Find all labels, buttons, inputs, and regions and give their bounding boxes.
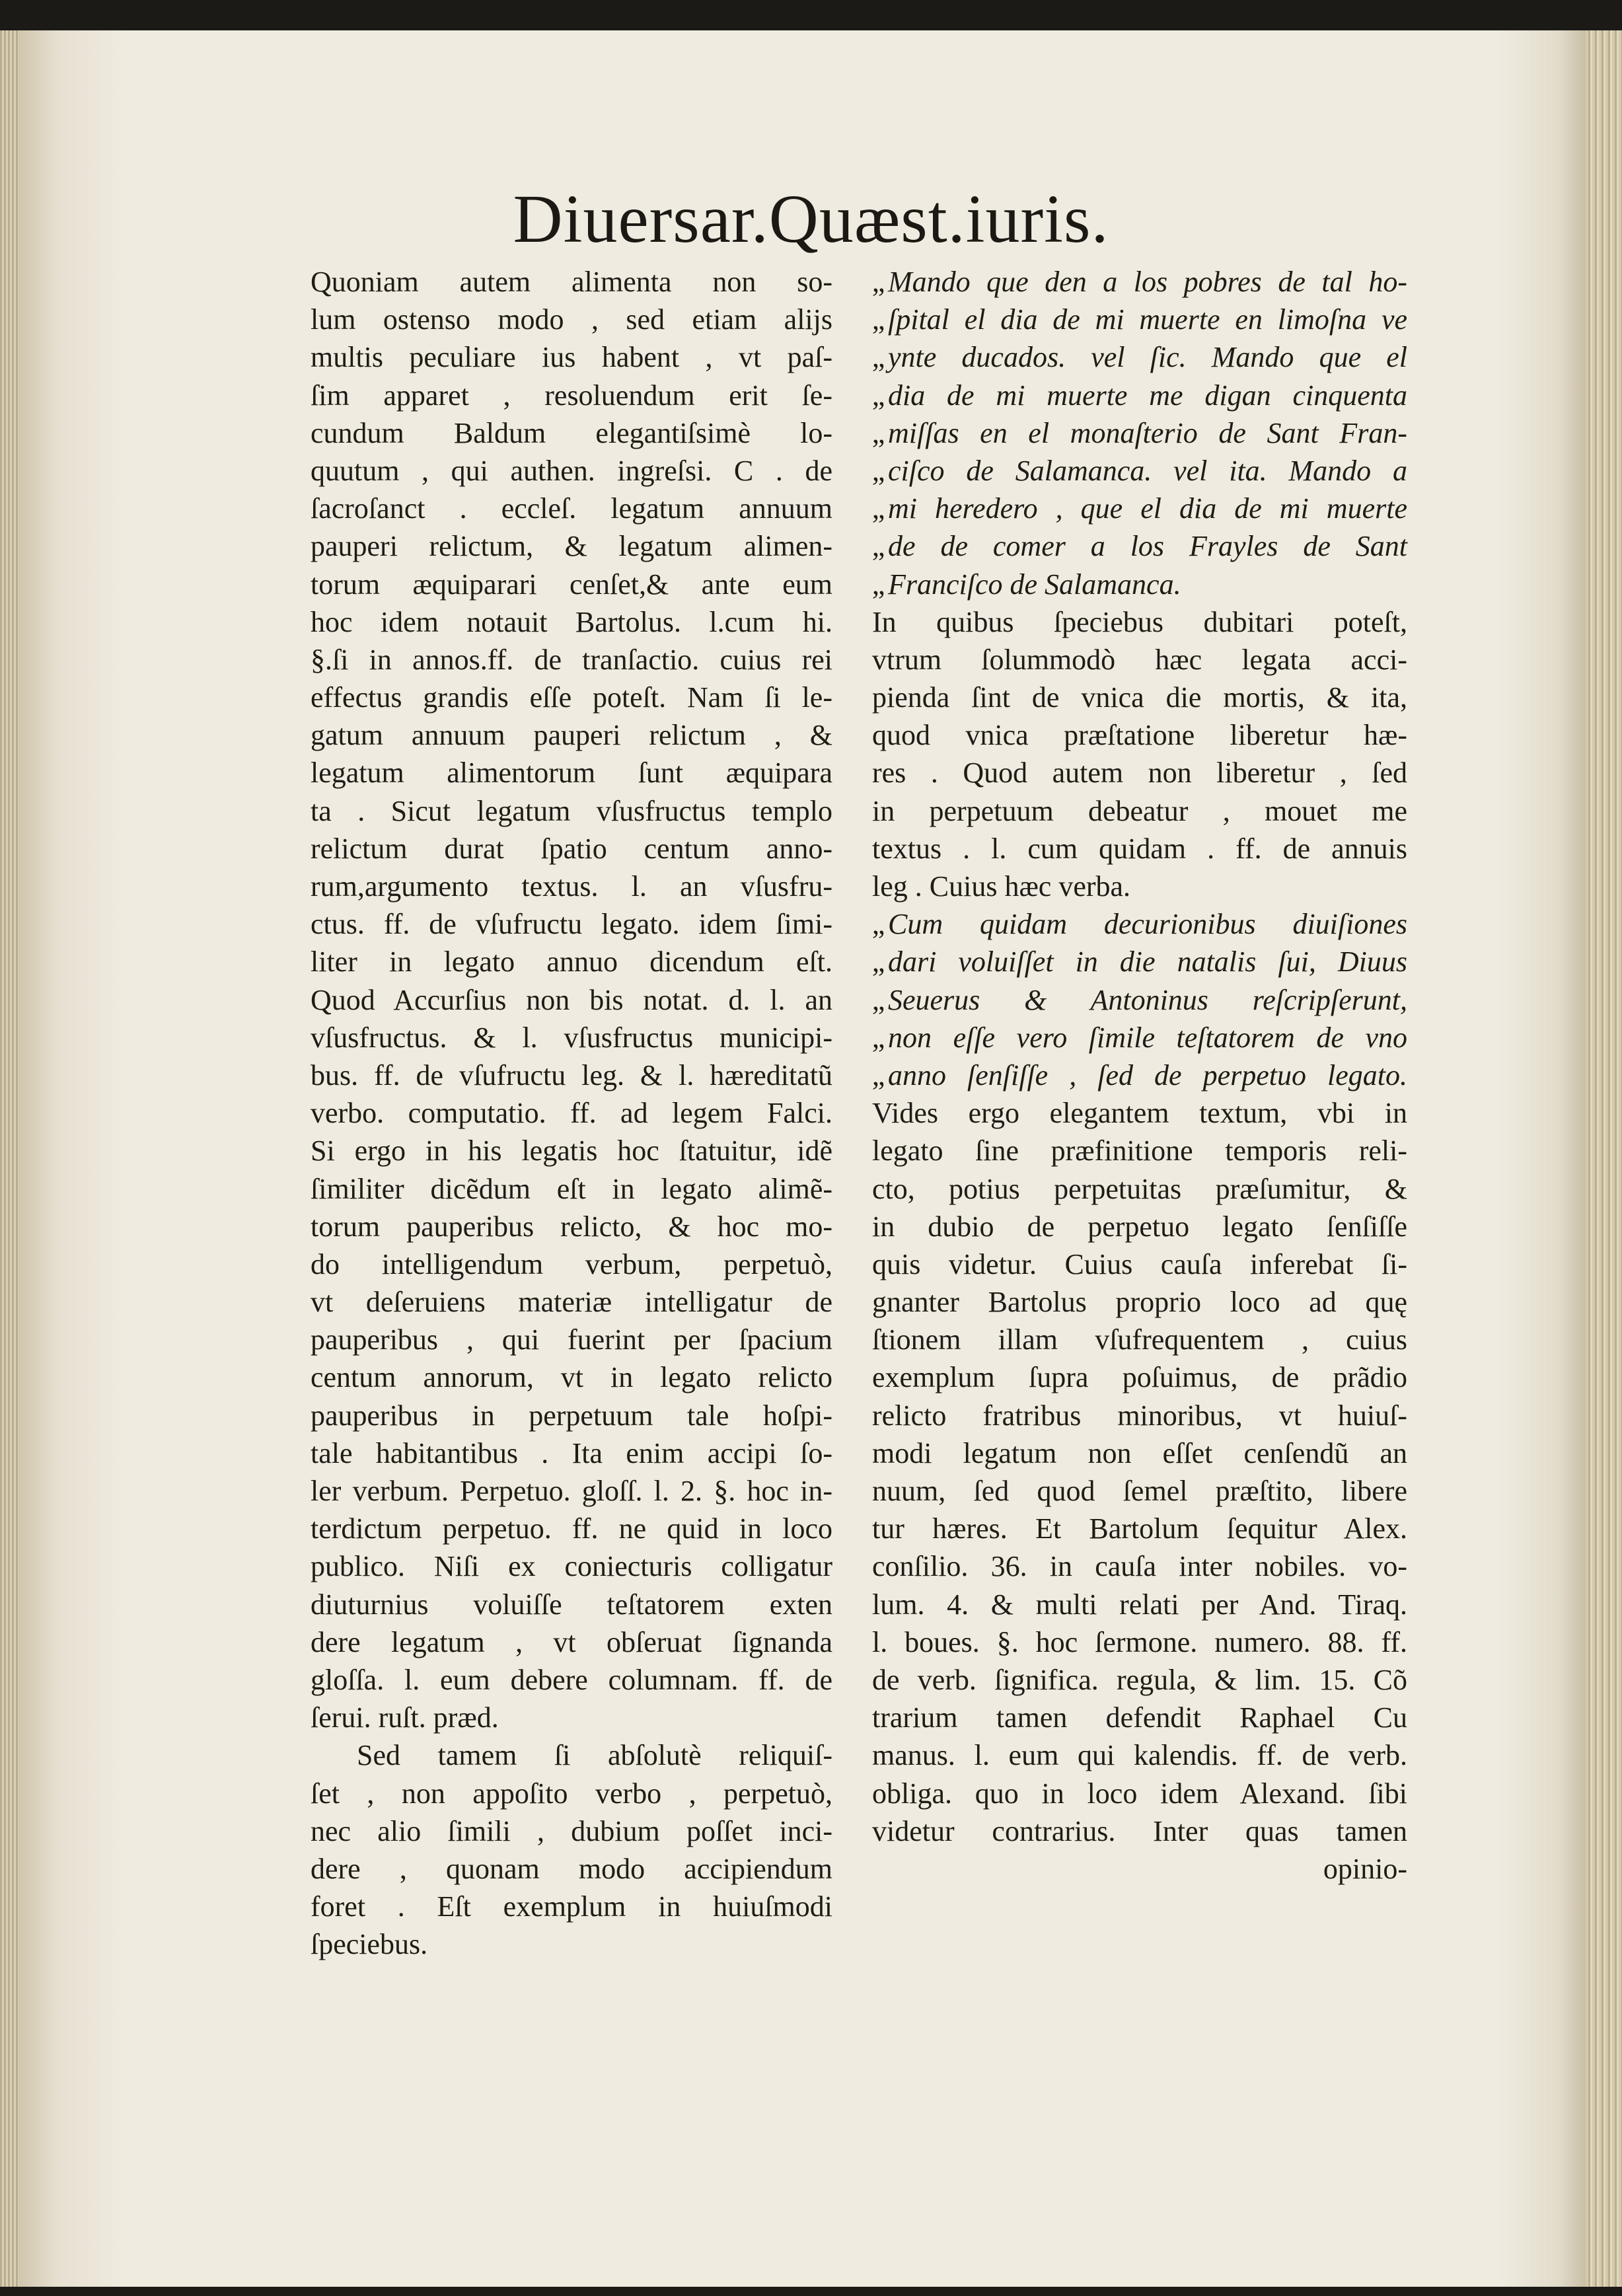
line-text: pauperi relictum, & legatum alimen- [311, 530, 832, 563]
text-line [311, 754, 832, 792]
line-text: Vides ergo elegantem textum, vbi in [872, 1097, 1407, 1130]
line-text: ctus. ff. de vſufructu legato. idem ſimi- [311, 908, 832, 941]
line-text: tur hæres. Et Bartolum ſequitur Alex. [872, 1512, 1407, 1545]
text-line [311, 679, 832, 716]
line-text: tale habitantibus . Ita enim accipi ſo- [311, 1436, 832, 1469]
text-line [872, 981, 1407, 1019]
line-text: textus . l. cum quidam . ff. de annuis [872, 832, 1407, 865]
text-line [311, 1586, 832, 1623]
line-text: ler verbum. Perpetuo. gloſſ. l. 2. §. hoc in- [311, 1475, 832, 1507]
quotation-mark: ,, [872, 379, 884, 412]
line-text: ſpital el dia de mi muerte en limoſna ve [888, 303, 1407, 336]
line-text: Mando que den a los pobres de tal ho- [888, 266, 1407, 298]
text-line [311, 830, 832, 868]
line-text: ſet , non appoſito verbo , perpetuò, [311, 1777, 832, 1810]
line-text: vtrum ſolummodò hæc legata acci- [872, 643, 1407, 676]
text-line [872, 1245, 1407, 1283]
line-text: manus. l. eum qui kalendis. ff. de verb. [872, 1739, 1407, 1772]
text-line [311, 1358, 832, 1396]
line-text: pauperibus , qui fuerint per ſpacium [311, 1323, 832, 1356]
line-text: torum pauperibus relicto, & hoc mo- [311, 1210, 832, 1243]
line-text: ſtionem illam vſufrequentem , cuius [872, 1323, 1407, 1356]
text-line [311, 377, 832, 414]
catchword [872, 1850, 1407, 1888]
line-text: anno ſenſiſſe , ſed de perpetuo legato. [888, 1058, 1407, 1092]
line-text: ciſco de Salamanca. vel ita. Mando a [888, 454, 1407, 487]
line-text: vſusfructus. & l. vſusfructus municipi- [311, 1021, 832, 1054]
text-line [311, 1623, 832, 1661]
page-edge-left [0, 30, 18, 2287]
page-edge-right [1586, 30, 1622, 2287]
text-line [311, 1132, 832, 1169]
quotation-mark: ,, [872, 303, 884, 336]
line-text: torum æquiparari cenſet,& ante eum [311, 568, 832, 601]
text-line [872, 1510, 1407, 1547]
line-text: lum ostenso modo , sed etiam alijs [311, 303, 832, 336]
text-line [872, 452, 1407, 490]
text-line [872, 301, 1407, 338]
text-line [872, 1812, 1407, 1850]
text-line [872, 1132, 1407, 1169]
line-text: Franciſco de Salamanca. [888, 568, 1181, 601]
text-line [311, 1397, 832, 1434]
text-line [872, 1661, 1407, 1699]
quotation-mark: ,, [872, 341, 884, 374]
text-line [311, 1245, 832, 1283]
line-text: gnanter Bartolus proprio loco ad quę [872, 1286, 1407, 1319]
text-line [872, 679, 1407, 716]
line-text: do intelligendum verbum, perpetuò, [311, 1247, 832, 1280]
text-line [311, 716, 832, 754]
line-text: centum annorum, vt in legato relicto [311, 1361, 832, 1394]
line-text: gatum annuum pauperi relictum , & [311, 719, 832, 752]
line-text: nuum, ſed quod ſemel præſtito, libere [872, 1475, 1407, 1507]
running-head: Diuersar.Quæst.iuris. [513, 181, 1109, 257]
line-text: diuturnius voluiſſe teſtatorem exten [311, 1588, 832, 1621]
text-line [872, 566, 1407, 603]
line-text: quod vnica præſtatione liberetur hæ- [872, 719, 1407, 752]
text-line [872, 905, 1407, 943]
text-line [311, 1094, 832, 1132]
text-line [872, 527, 1407, 565]
line-text: effectus grandis eſſe poteſt. Nam ſi le- [311, 681, 832, 714]
text-line [872, 1434, 1407, 1472]
text-line [872, 338, 1407, 376]
text-line [311, 263, 832, 301]
text-line [311, 1888, 832, 1925]
line-text: dere legatum , vt obſeruat ſignanda [311, 1625, 832, 1658]
line-text: cundum Baldum elegantiſsimè lo- [311, 416, 832, 449]
text-line [872, 1623, 1407, 1661]
text-line [311, 1699, 832, 1736]
text-line [311, 527, 832, 565]
line-text: publico. Niſi ex coniecturis colligatur [311, 1550, 832, 1583]
line-text: ſacroſanct . eccleſ. legatum annuum [311, 492, 832, 525]
text-line [872, 1019, 1407, 1056]
line-text: Cum quidam decurionibus diuiſiones [888, 908, 1407, 941]
text-line [311, 490, 832, 527]
line-text: in perpetuum debeatur , mouet me [872, 794, 1407, 827]
text-line [311, 1283, 832, 1321]
line-text: relicto fratribus minoribus, vt huiuſ- [872, 1399, 1407, 1432]
line-text: Quoniam autem alimenta non so- [311, 266, 832, 298]
text-line [872, 1283, 1407, 1321]
line-text: §.ſi in annos.ff. de tranſactio. cuius rei [311, 643, 832, 676]
line-text: gloſſa. l. eum debere columnam. ff. de [311, 1663, 832, 1696]
line-text: non eſſe vero ſimile teſtatorem de vno [888, 1021, 1407, 1054]
text-line [311, 603, 832, 641]
text-line [311, 792, 832, 830]
text-line [872, 1321, 1407, 1358]
text-line [311, 981, 832, 1019]
text-line [311, 1208, 832, 1245]
quotation-mark: ,, [872, 492, 884, 525]
text-line [311, 1661, 832, 1699]
line-text: multis peculiare ius habent , vt paſ- [311, 341, 832, 374]
line-text: Sed tamem ſi abſolutè reliquiſ- [357, 1739, 832, 1772]
line-text: nec alio ſimili , dubium poſſet inci- [311, 1814, 832, 1847]
line-text: de de comer a los Frayles de Sant [888, 530, 1407, 563]
line-text: leg . Cuius hæc verba. [872, 870, 1131, 903]
line-text: quis videtur. Cuius cauſa inferebat ſi- [872, 1247, 1407, 1280]
text-line [311, 905, 832, 943]
line-text: ynte ducados. vel ſic. Mando que el [888, 341, 1407, 374]
quotation-mark: ,, [872, 1021, 884, 1054]
text-line [872, 263, 1407, 301]
line-text: ſim apparet , resoluendum erit ſe- [311, 379, 832, 412]
quotation-mark: ,, [872, 568, 884, 601]
line-text: ſerui. ruſt. præd. [311, 1701, 499, 1734]
text-line [872, 1056, 1407, 1094]
left-text-column [311, 263, 832, 1963]
text-line [872, 1472, 1407, 1510]
line-text: res . Quod autem non liberetur , ſed [872, 757, 1407, 790]
quotation-mark: ,, [872, 1058, 884, 1092]
line-text: videtur contrarius. Inter quas tamen [872, 1814, 1407, 1847]
text-line [872, 1094, 1407, 1132]
line-text: trarium tamen defendit Raphael Cu [872, 1701, 1407, 1734]
line-text: pauperibus in perpetuum tale hoſpi- [311, 1399, 832, 1432]
text-line [311, 1434, 832, 1472]
text-line [872, 1208, 1407, 1245]
line-text: pienda ſint de vnica die mortis, & ita, [872, 681, 1407, 714]
text-line [311, 641, 832, 679]
text-line [311, 301, 832, 338]
quotation-mark: ,, [872, 983, 884, 1016]
line-text: Si ergo in his legatis hoc ſtatuitur, idẽ [311, 1134, 832, 1167]
line-text: legato ſine præfinitione temporis reli- [872, 1134, 1407, 1167]
text-line [311, 1019, 832, 1056]
line-text: l. boues. §. hoc ſermone. numero. 88. ff. [872, 1625, 1407, 1658]
line-text: vt deſeruiens materiæ intelligatur de [311, 1286, 832, 1319]
text-line [311, 1472, 832, 1510]
text-line [872, 792, 1407, 830]
line-text: verbo. computatio. ff. ad legem Falci. [311, 1097, 832, 1130]
line-text: mi heredero , que el dia de mi muerte [888, 492, 1407, 525]
text-line [311, 414, 832, 452]
text-line [872, 641, 1407, 679]
text-line [872, 377, 1407, 414]
text-line [872, 414, 1407, 452]
quotation-mark: ,, [872, 530, 884, 563]
text-line [872, 1358, 1407, 1396]
quotation-mark: ,, [872, 908, 884, 941]
line-text: dia de mi muerte me digan cinquenta [888, 379, 1407, 412]
line-text: cto, potius perpetuitas præſumitur, & [872, 1172, 1407, 1205]
line-text: In quibus ſpeciebus dubitari poteſt, [872, 605, 1407, 638]
text-line [311, 1321, 832, 1358]
line-text: legatum alimentorum ſunt æquipara [311, 757, 832, 790]
text-line [311, 1736, 832, 1774]
right-text-column [872, 263, 1407, 1888]
line-text: Quod Accurſius non bis notat. d. l. an [311, 983, 832, 1016]
text-line [872, 1547, 1407, 1585]
text-line [872, 603, 1407, 641]
text-line [872, 1397, 1407, 1434]
text-line [872, 1775, 1407, 1812]
line-text: Seuerus & Antoninus reſcripſerunt, [888, 983, 1407, 1016]
line-text: dere , quonam modo accipiendum [311, 1852, 832, 1885]
text-line [311, 1812, 832, 1850]
line-text: relictum durat ſpatio centum anno- [311, 832, 832, 865]
line-text: ſimiliter dicẽdum eſt in legato alimẽ- [311, 1172, 832, 1205]
line-text: bus. ff. de vſufructu leg. & l. hæreditatũ [311, 1058, 832, 1092]
text-line [872, 830, 1407, 868]
line-text: in dubio de perpetuo legato ſenſiſſe [872, 1210, 1407, 1243]
line-text: terdictum perpetuo. ff. ne quid in loco [311, 1512, 832, 1545]
quotation-mark: ,, [872, 266, 884, 298]
text-line [872, 754, 1407, 792]
text-line [311, 1170, 832, 1208]
quotation-mark: ,, [872, 454, 884, 487]
text-line [311, 1925, 832, 1963]
line-text: conſilio. 36. in cauſa inter nobiles. vo- [872, 1550, 1407, 1583]
text-line [311, 1850, 832, 1888]
line-text: dari voluiſſet in die natalis ſui, Diuus [888, 945, 1407, 979]
text-line [872, 490, 1407, 527]
text-line [311, 868, 832, 905]
line-text: foret . Eſt exemplum in huiuſmodi [311, 1890, 832, 1923]
line-text: ta . Sicut legatum vſusfructus templo [311, 794, 832, 827]
text-line [311, 338, 832, 376]
text-line [872, 1170, 1407, 1208]
quotation-mark: ,, [872, 945, 884, 979]
line-text: liter in legato annuo dicendum eſt. [311, 945, 832, 979]
line-text: obliga. quo in loco idem Alexand. ſibi [872, 1777, 1407, 1810]
text-line [311, 1775, 832, 1812]
text-line [311, 943, 832, 981]
text-line [311, 566, 832, 603]
line-text: hoc idem notauit Bartolus. l.cum hi. [311, 605, 832, 638]
text-line [872, 1586, 1407, 1623]
line-text: modi legatum non eſſet cenſendũ an [872, 1436, 1407, 1469]
line-text: ſpeciebus. [311, 1928, 428, 1961]
text-line [311, 1056, 832, 1094]
line-text: miſſas en el monaſterio de Sant Fran- [888, 416, 1407, 449]
text-line [872, 716, 1407, 754]
line-text: rum,argumento textus. l. an vſusfru- [311, 870, 832, 903]
line-text: lum. 4. & multi relati per And. Tiraq. [872, 1588, 1407, 1621]
text-line [311, 452, 832, 490]
text-line [311, 1510, 832, 1547]
line-text: exemplum ſupra poſuimus, de prãdio [872, 1361, 1407, 1394]
line-text: quutum , qui authen. ingreſsi. C . de [311, 454, 832, 487]
text-line [872, 1699, 1407, 1736]
text-line [872, 1736, 1407, 1774]
text-line [311, 1547, 832, 1585]
line-text: opinio- [1323, 1852, 1407, 1885]
text-line [872, 943, 1407, 981]
quotation-mark: ,, [872, 416, 884, 449]
line-text: de verb. ſignifica. regula, & lim. 15. Cõ [872, 1663, 1407, 1696]
text-line [872, 868, 1407, 905]
